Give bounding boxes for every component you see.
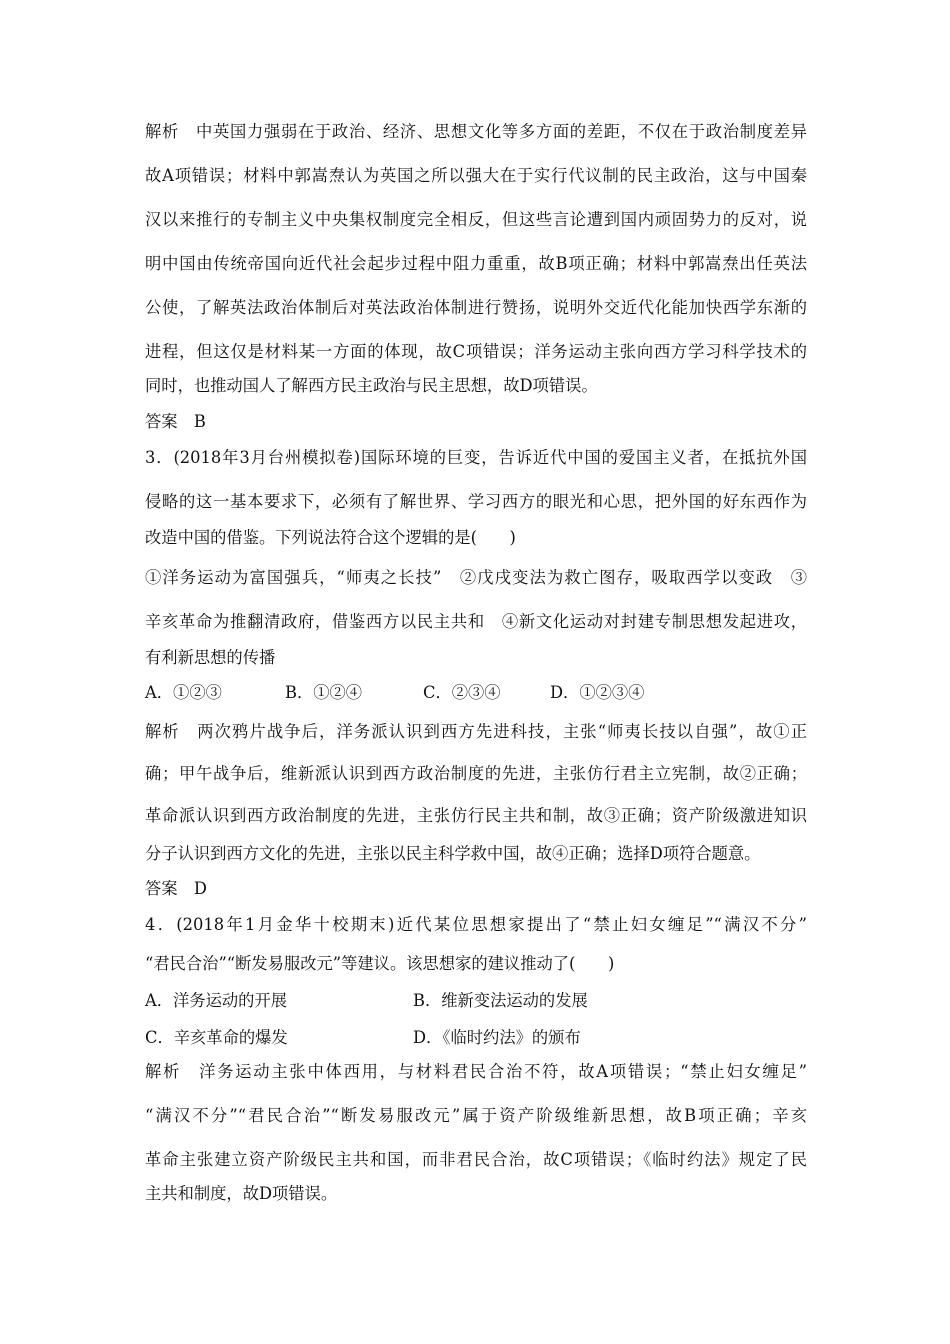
q3-statement-line-2: 辛亥革命为推翻清政府，借鉴西方以民主共和 ④新文化运动对封建专制思想发起进攻， <box>145 612 807 631</box>
q3-option-b: B．①②④ <box>285 683 363 702</box>
q3-analysis-line-2: 确；甲午战争后，维新派认识到西方政治制度的先进，主张仿行君主立宪制，故②正确； <box>145 764 807 783</box>
q4-option-a: A．洋务运动的开展 <box>145 991 288 1010</box>
q4-analysis-line-1: 解析 洋务运动主张中体西用，与材料君民合治不符，故A项错误；“禁止妇女缠足” <box>145 1062 807 1081</box>
q2-answer: 答案 B <box>145 412 206 431</box>
q3-option-a: A．①②③ <box>145 683 222 702</box>
q4-analysis-line-2: “满汉不分”“君民合治”“断发易服改元”属于资产阶级维新思想，故B项正确；辛亥 <box>145 1106 807 1125</box>
q4-stem-line-2: “君民合治”“断发易服改元”等建议。该思想家的建议推动了( ) <box>145 954 615 973</box>
q4-analysis-line-3: 革命主张建立资产阶级民主共和国，而非君民合治，故C项错误；《临时约法》规定了民 <box>145 1150 807 1169</box>
q4-option-d: D．《临时约法》的颁布 <box>413 1028 581 1047</box>
q3-option-d: D．①②③④ <box>550 683 645 702</box>
q3-analysis-line-3: 革命派认识到西方政治制度的先进，主张仿行民主共和制，故③正确；资产阶级激进知识 <box>145 806 807 825</box>
q4-option-c: C．辛亥革命的爆发 <box>145 1028 288 1047</box>
q4-analysis-line-4: 主共和制度，故D项错误。 <box>145 1184 338 1203</box>
q3-stem-line-2: 侵略的这一基本要求下，必须有了解世界、学习西方的眼光和心思，把外国的好东西作为 <box>145 492 807 511</box>
q3-stem-line-3: 改造中国的借鉴。下列说法符合这个逻辑的是( ) <box>145 528 516 547</box>
q2-analysis-line-7: 同时，也推动国人了解西方民主政治与民主思想，故D项错误。 <box>145 376 598 395</box>
q4-option-b: B．维新变法运动的发展 <box>413 991 588 1010</box>
q2-analysis-line-1: 解析 中英国力强弱在于政治、经济、思想文化等多方面的差距，不仅在于政治制度差异 <box>145 122 807 141</box>
q3-answer: 答案 D <box>145 879 207 898</box>
q2-analysis-line-3: 汉以来推行的专制主义中央集权制度完全相反，但这些言论遭到国内顽固势力的反对，说 <box>145 210 807 229</box>
q3-stem-line-1: 3．(2018年3月台州模拟卷)国际环境的巨变，告诉近代中国的爱国主义者，在抵抗外国 <box>145 448 807 467</box>
q2-analysis-line-2: 故A项错误；材料中郭嵩焘认为英国之所以强大在于实行代议制的民主政治，这与中国秦 <box>145 166 807 185</box>
q2-analysis-line-5: 公使，了解英法政治体制后对英法政治体制进行赞扬，说明外交近代化能加快西学东渐的 <box>145 298 807 317</box>
q3-statement-line-1: ①洋务运动为富国强兵，“师夷之长技” ②戊戌变法为救亡图存，吸取西学以变政 ③ <box>145 568 807 587</box>
q3-option-c: C．②③④ <box>423 683 501 702</box>
q3-statement-line-3: 有利新思想的传播 <box>145 648 276 667</box>
q2-analysis-line-4: 明中国由传统帝国向近代社会起步过程中阻力重重，故B项正确；材料中郭嵩焘出任英法 <box>145 254 807 273</box>
q2-analysis-line-6: 进程，但这仅是材料某一方面的体现，故C项错误；洋务运动主张向西方学习科学技术的 <box>145 342 807 361</box>
q3-analysis-line-1: 解析 两次鸦片战争后，洋务派认识到西方先进科技，主张“师夷长技以自强”，故①正 <box>145 722 807 741</box>
q4-stem-line-1: 4．(2018年1月金华十校期末)近代某位思想家提出了“禁止妇女缠足”“满汉不分” <box>145 915 807 934</box>
q3-analysis-line-4: 分子认识到西方文化的先进，主张以民主科学救中国，故④正确；选择D项符合题意。 <box>145 844 761 863</box>
